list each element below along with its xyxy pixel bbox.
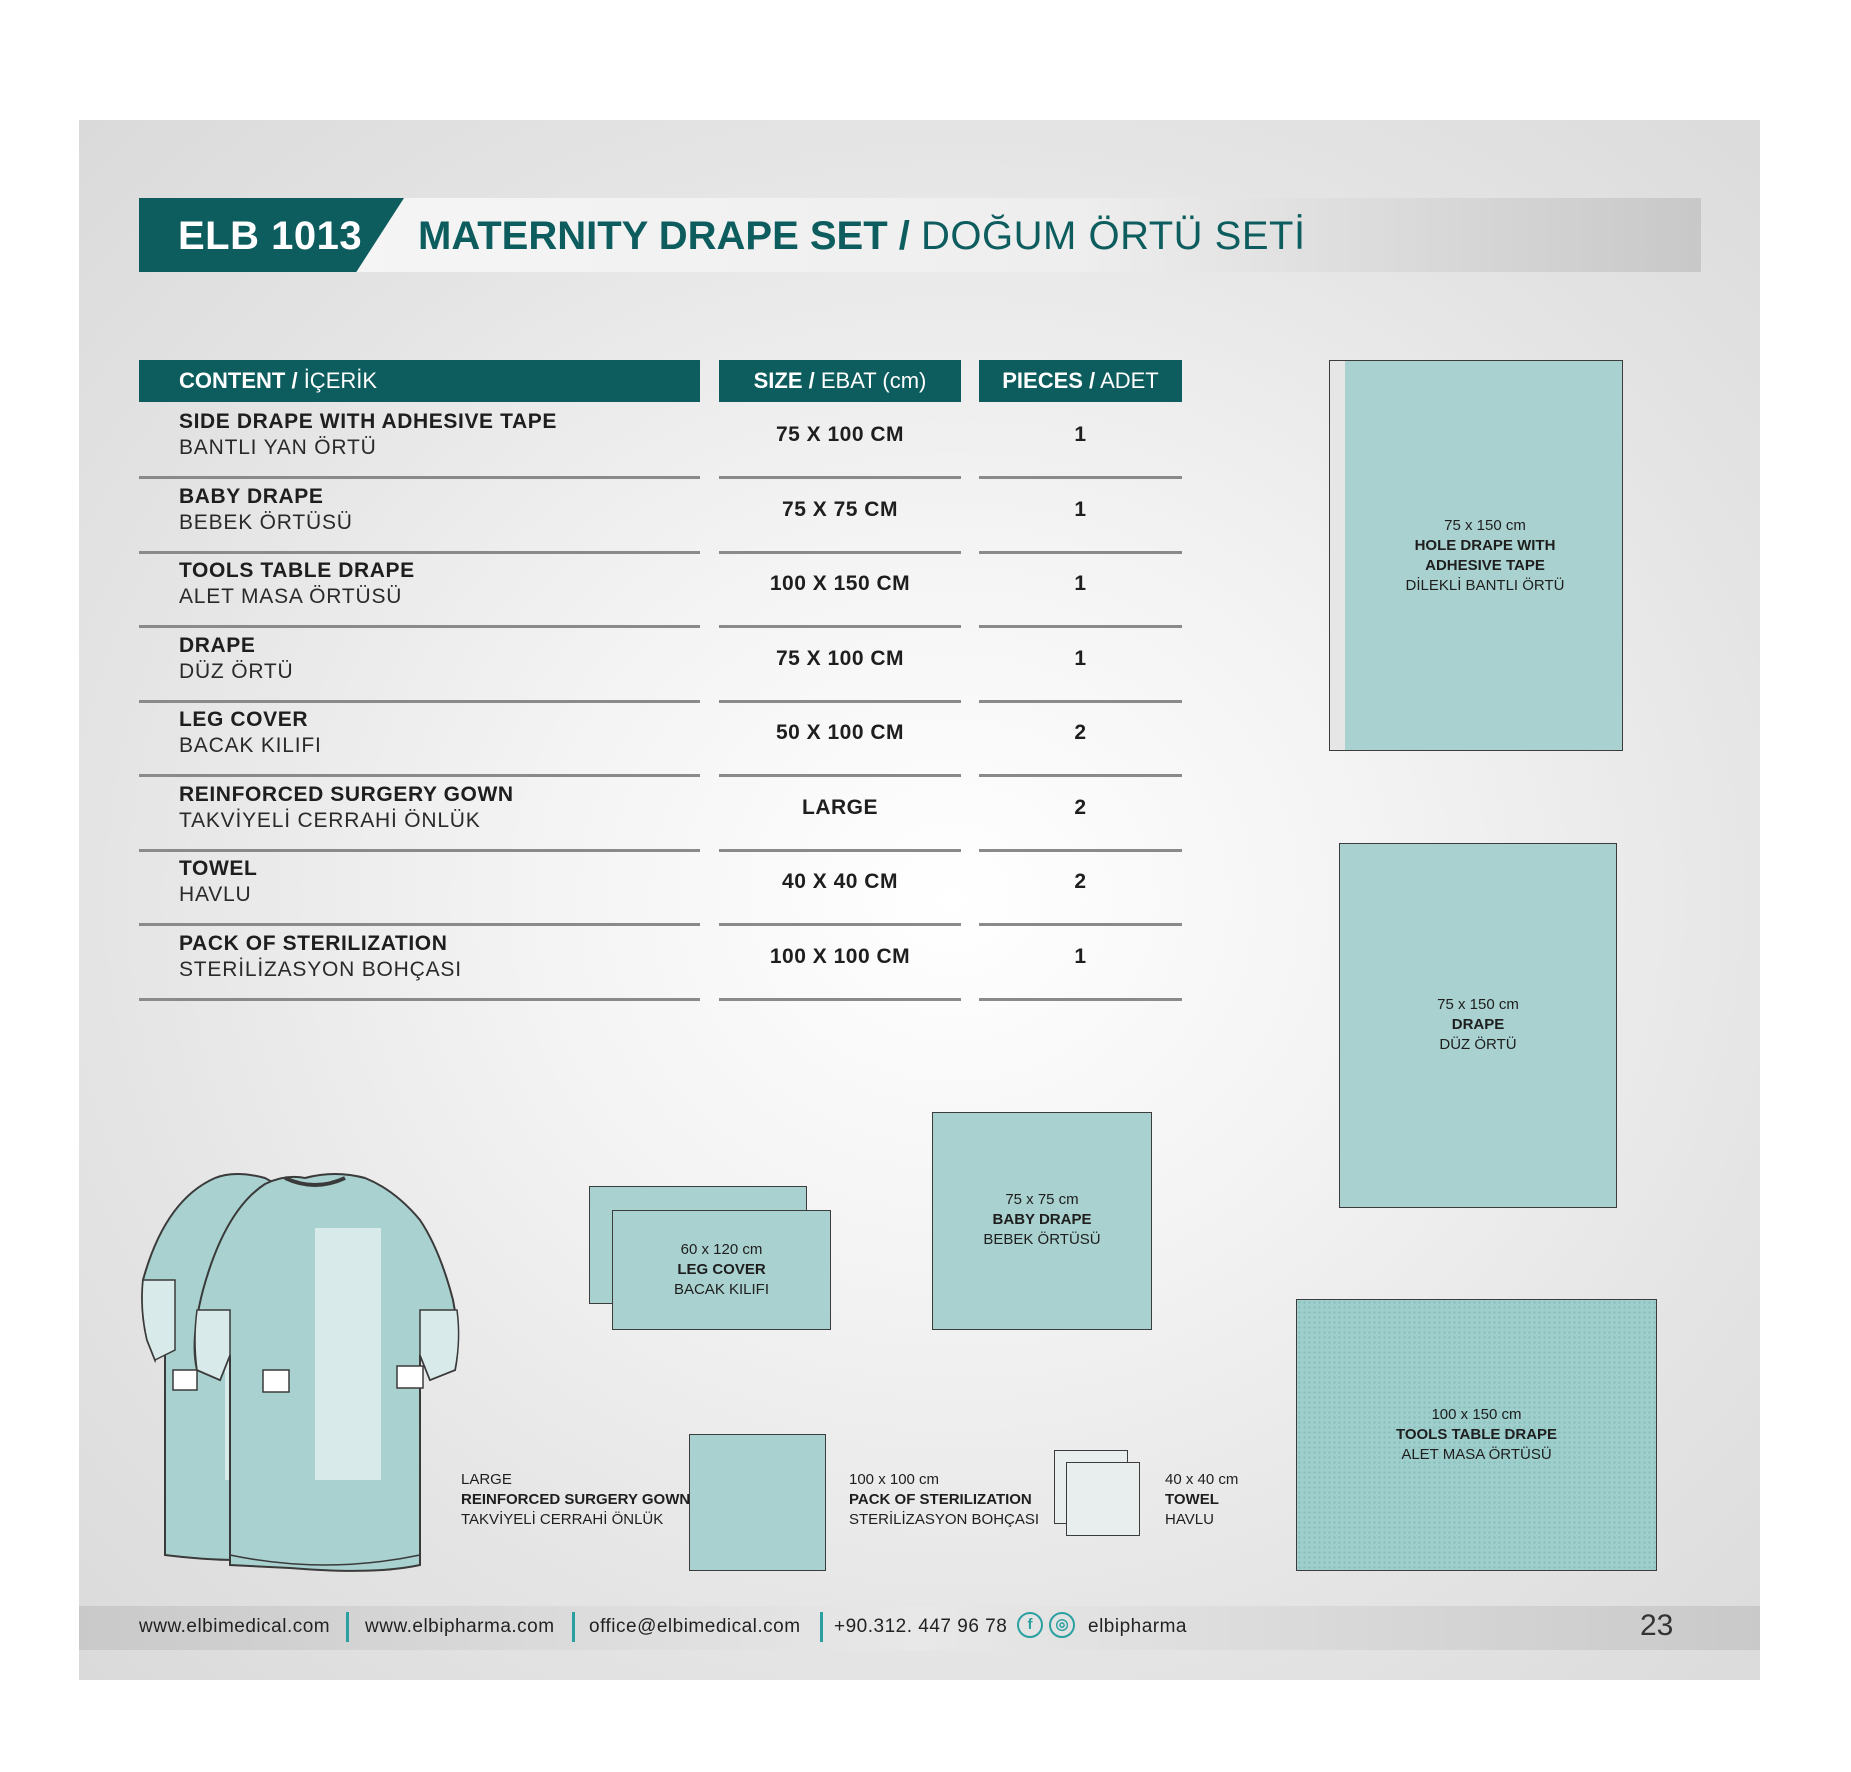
header-content <box>139 360 700 402</box>
footer-social[interactable]: elbipharma <box>1088 1616 1187 1637</box>
item-name-tr: HAVLU <box>179 883 252 906</box>
sterilization-size: 100 x 100 cm <box>849 1471 940 1488</box>
table-row-pieces: 1 <box>979 628 1182 703</box>
gown-name: REINFORCED SURGERY GOWN <box>461 1491 691 1508</box>
page-number: 23 <box>1640 1609 1674 1642</box>
tools-table-name: TOOLS TABLE DRAPE <box>1395 1426 1558 1443</box>
table-row-content <box>139 479 700 554</box>
item-name-en: REINFORCED SURGERY GOWN <box>179 783 514 806</box>
table-row-size: 75 X 100 CM <box>719 628 961 703</box>
baby-drape-size: 75 x 75 cm <box>1005 1191 1079 1208</box>
hole-drape-name2: ADHESIVE TAPE <box>1425 557 1545 574</box>
table-row-size: 75 X 75 CM <box>719 479 961 554</box>
footer-separator <box>572 1612 575 1642</box>
table-row-pieces: 2 <box>979 777 1182 852</box>
table-row-pieces: 2 <box>979 702 1182 777</box>
towel-image <box>1066 1462 1140 1536</box>
table-row-size: LARGE <box>719 777 961 852</box>
leg-cover-size: 60 x 120 cm <box>680 1241 763 1258</box>
table-row-pieces: 1 <box>979 479 1182 554</box>
item-name-en: DRAPE <box>179 634 256 657</box>
item-name-tr: BACAK KILIFI <box>179 734 322 757</box>
header-size-tr: EBAT (cm) <box>820 368 927 393</box>
sterilization-name: PACK OF STERILIZATION <box>849 1491 1032 1508</box>
gown-size: LARGE <box>461 1471 512 1488</box>
item-name-tr: TAKVİYELİ CERRAHİ ÖNLÜK <box>179 809 481 832</box>
header-pieces-en: PIECES / <box>1002 368 1096 393</box>
footer-site2[interactable]: www.elbipharma.com <box>365 1616 555 1637</box>
item-name-tr: BANTLI YAN ÖRTÜ <box>179 436 377 459</box>
table-row-size: 40 X 40 CM <box>719 851 961 926</box>
drape-size: 75 x 150 cm <box>1437 996 1519 1013</box>
facebook-icon[interactable]: f <box>1017 1612 1043 1638</box>
table-row-content <box>139 553 700 628</box>
header-pieces-tr: ADET <box>1100 368 1159 393</box>
item-name-en: TOOLS TABLE DRAPE <box>179 559 415 582</box>
header-content-en: CONTENT / <box>179 368 298 393</box>
drape-tr: DÜZ ÖRTÜ <box>1439 1036 1517 1053</box>
item-name-tr: ALET MASA ÖRTÜSÜ <box>179 585 403 608</box>
header-size-en: SIZE / <box>753 368 815 393</box>
hole-drape-label <box>1360 516 1610 596</box>
gown-tr: TAKVİYELİ CERRAHİ ÖNLÜK <box>461 1511 664 1528</box>
leg-cover-label <box>612 1240 831 1300</box>
page-title <box>418 214 1306 259</box>
item-name-en: TOWEL <box>179 857 258 880</box>
table-row-size: 100 X 100 CM <box>719 926 961 1001</box>
header-pieces <box>979 360 1182 402</box>
sterilization-pack-image <box>689 1434 826 1571</box>
sterilization-label <box>849 1470 1039 1530</box>
item-name-tr: STERİLİZASYON BOHÇASI <box>179 958 462 981</box>
towel-size: 40 x 40 cm <box>1165 1471 1239 1488</box>
table-row-size: 50 X 100 CM <box>719 702 961 777</box>
towel-label <box>1165 1470 1238 1530</box>
baby-drape-tr: BEBEK ÖRTÜSÜ <box>983 1231 1101 1248</box>
table-row-pieces: 2 <box>979 851 1182 926</box>
table-row-content <box>139 777 700 852</box>
hole-drape-name1: HOLE DRAPE WITH <box>1414 537 1556 554</box>
gown-front <box>195 1174 459 1571</box>
tools-table-size: 100 x 150 cm <box>1431 1406 1522 1423</box>
footer-phone: +90.312. 447 96 78 <box>834 1616 1008 1637</box>
item-name-tr: DÜZ ÖRTÜ <box>179 660 294 683</box>
item-name-en: BABY DRAPE <box>179 485 324 508</box>
footer-separator <box>346 1612 349 1642</box>
item-name-en: LEG COVER <box>179 708 309 731</box>
title-tr: DOĞUM ÖRTÜ SETİ <box>921 214 1306 258</box>
baby-drape-label <box>932 1190 1152 1250</box>
table-row-pieces: 1 <box>979 404 1182 479</box>
sterilization-tr: STERİLİZASYON BOHÇASI <box>849 1511 1040 1528</box>
leg-cover-name: LEG COVER <box>677 1261 766 1278</box>
table-row-pieces: 1 <box>979 553 1182 628</box>
table-row-content <box>139 404 700 479</box>
hole-drape-size: 75 x 150 cm <box>1444 517 1526 534</box>
tools-table-drape-label <box>1296 1405 1657 1465</box>
header-content-tr: İÇERİK <box>303 368 378 393</box>
footer-site1[interactable]: www.elbimedical.com <box>139 1616 331 1637</box>
towel-tr: HAVLU <box>1165 1511 1214 1528</box>
tools-table-tr: ALET MASA ÖRTÜSÜ <box>1401 1446 1552 1463</box>
baby-drape-name: BABY DRAPE <box>992 1211 1092 1228</box>
leg-cover-tr: BACAK KILIFI <box>673 1281 770 1298</box>
table-row-content <box>139 926 700 1001</box>
footer-separator <box>820 1612 823 1642</box>
table-row-content <box>139 628 700 703</box>
gown-label <box>461 1470 690 1530</box>
table-row-pieces: 1 <box>979 926 1182 1001</box>
table-row-content <box>139 702 700 777</box>
item-name-en: PACK OF STERILIZATION <box>179 932 448 955</box>
table-row-size: 75 X 100 CM <box>719 404 961 479</box>
item-name-en: SIDE DRAPE WITH ADHESIVE TAPE <box>179 410 557 433</box>
towel-name: TOWEL <box>1165 1491 1219 1508</box>
item-name-tr: BEBEK ÖRTÜSÜ <box>179 511 353 534</box>
header-size <box>719 360 961 402</box>
instagram-icon[interactable]: ◎ <box>1049 1612 1075 1638</box>
drape-label <box>1353 995 1603 1055</box>
hole-drape-tr: DİLEKLİ BANTLI ÖRTÜ <box>1405 577 1565 594</box>
surgery-gown-image <box>135 1170 475 1580</box>
table-row-size: 100 X 150 CM <box>719 553 961 628</box>
product-code: ELB 1013 <box>178 214 363 258</box>
footer-email[interactable]: office@elbimedical.com <box>589 1616 801 1637</box>
drape-name: DRAPE <box>1451 1016 1505 1033</box>
title-en: MATERNITY DRAPE SET / <box>418 214 910 258</box>
table-row-content <box>139 851 700 926</box>
